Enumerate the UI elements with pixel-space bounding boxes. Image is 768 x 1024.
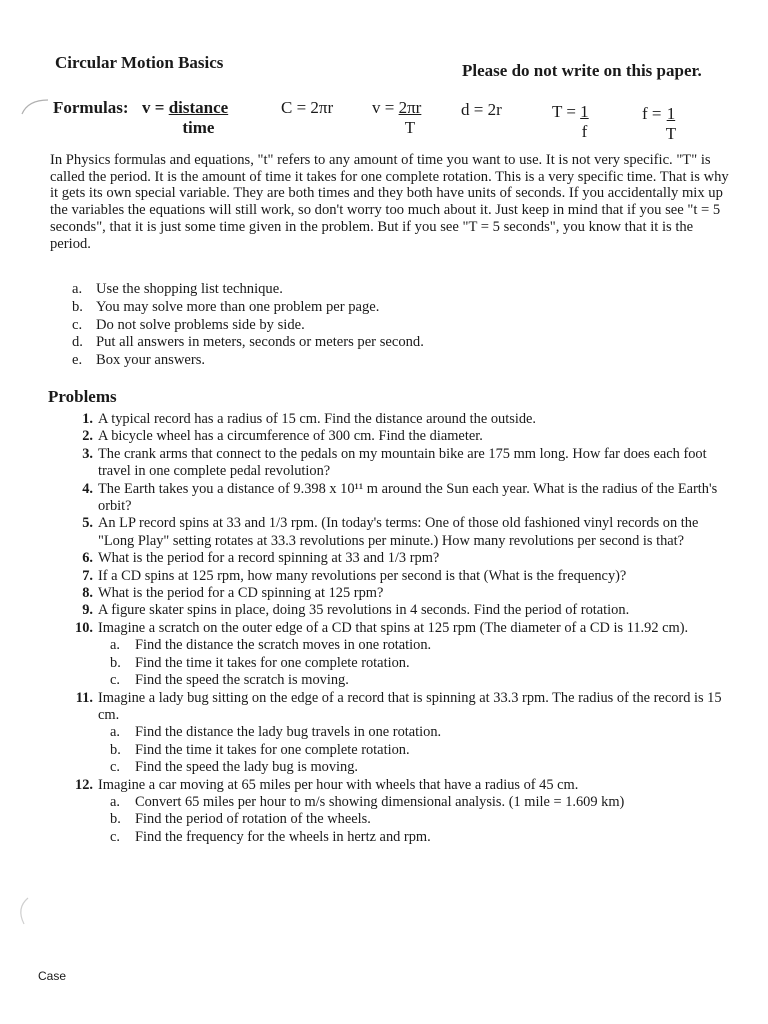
formula-period-denominator: f bbox=[581, 122, 588, 141]
problem-item bbox=[66, 411, 734, 428]
problem-text: The Earth takes you a distance of 9.398 x 10¹¹ m around the Sun each year. What is the radius of the Earth's orbit? bbox=[98, 480, 718, 515]
formula-period-lhs: T = bbox=[552, 102, 576, 121]
formula-speed-numerator: distance bbox=[168, 98, 229, 117]
subproblem-letter: b. bbox=[110, 741, 121, 758]
problem-item bbox=[66, 568, 734, 585]
instruction-text: Put all answers in meters, seconds or meters per second. bbox=[96, 334, 424, 351]
instruction-letter: d. bbox=[72, 334, 83, 351]
subproblem-item bbox=[66, 759, 734, 776]
subproblem-text: Find the period of rotation of the wheels. bbox=[135, 811, 371, 828]
problem-number: 1. bbox=[82, 411, 93, 427]
problem-number: 10. bbox=[75, 619, 93, 636]
subproblem-letter: b. bbox=[110, 654, 121, 671]
problem-item bbox=[66, 602, 734, 619]
formula-speed-period-numerator: 2πr bbox=[398, 98, 422, 117]
instruction-letter: c. bbox=[72, 316, 83, 333]
instruction-text: Do not solve problems side by side. bbox=[96, 316, 305, 333]
problem-number: 3. bbox=[82, 445, 93, 462]
formula-speed-denominator: time bbox=[182, 118, 215, 137]
subproblem-item bbox=[66, 672, 734, 689]
instruction-letter: e. bbox=[72, 352, 83, 369]
problem-text: What is the period for a record spinning at 33 and 1/3 rpm? bbox=[98, 550, 440, 567]
problem-number: 11. bbox=[75, 689, 93, 706]
instruction-letter: a. bbox=[72, 281, 83, 297]
problem-text: A typical record has a radius of 15 cm. Find the distance around the outside. bbox=[98, 411, 537, 427]
formula-frequency bbox=[642, 104, 676, 144]
intro-paragraph: In Physics formulas and equations, "t" refers to any amount of time you want to use. It is not very specific. "T" is called the period. It is the amount of time it takes for one complete rotation. This is a very specific time. That is why it gets its own special variable. They are both times and they both have units of seconds. If you accidentally mix up the variables the equations will still work, so don't worry too much about it. Just keep in mind that if you see "t = 5 seconds", that it is just some time given in the problem. But if you see "T = 5 seconds", you know that it is the period. bbox=[50, 152, 729, 252]
formula-circumference: C = 2πr bbox=[281, 98, 334, 117]
problem-item bbox=[66, 690, 734, 725]
problem-text: An LP record spins at 33 and 1/3 rpm. (In today's terms: One of those old fashioned vinyl records on the "Long Play" setting rotates at 33.3 revolutions per minute.) How many revolutions per second is that? bbox=[98, 515, 699, 549]
instruction-item bbox=[72, 317, 424, 335]
problems-list bbox=[66, 411, 734, 846]
footer-label: Case bbox=[38, 969, 67, 983]
instruction-text: Box your answers. bbox=[96, 352, 206, 369]
problem-text: Imagine a lady bug sitting on the edge of a record that is spinning at 33.3 rpm. The radius of the record is 15 cm. bbox=[98, 689, 722, 723]
hole-punch-mark-bottom bbox=[12, 894, 42, 930]
subproblem-item bbox=[66, 829, 734, 846]
instruction-text: Use the shopping list technique. bbox=[96, 281, 283, 297]
subproblem-item bbox=[66, 811, 734, 828]
formula-speed-lhs: v = bbox=[142, 98, 165, 117]
formula-speed-period-denominator: T bbox=[404, 118, 416, 137]
problem-text: The crank arms that connect to the pedals on my mountain bike are 175 mm long. How far does each foot travel in one complete pedal revolution? bbox=[98, 445, 707, 480]
formula-speed-period bbox=[372, 98, 421, 138]
problem-item bbox=[66, 481, 734, 516]
formula-frequency-lhs: f = bbox=[642, 104, 662, 123]
problem-text: What is the period for a CD spinning at 125 rpm? bbox=[98, 585, 384, 602]
problem-text: Imagine a car moving at 65 miles per hour with wheels that have a radius of 45 cm. bbox=[98, 776, 579, 793]
problem-item bbox=[66, 620, 734, 637]
subproblem-letter: a. bbox=[110, 724, 120, 741]
instructions-list bbox=[72, 281, 424, 370]
subproblem-item bbox=[66, 742, 734, 759]
formula-speed-fraction bbox=[169, 98, 229, 138]
subproblem-letter: b. bbox=[110, 811, 121, 828]
instruction-item bbox=[72, 281, 424, 299]
subproblem-item bbox=[66, 724, 734, 741]
problem-item bbox=[66, 515, 734, 550]
formulas-label: Formulas: bbox=[53, 98, 129, 117]
subproblem-letter: c. bbox=[110, 759, 120, 776]
problem-item bbox=[66, 446, 734, 481]
problem-item bbox=[66, 777, 734, 794]
problem-number: 4. bbox=[82, 480, 93, 497]
subproblem-item bbox=[66, 655, 734, 672]
problem-item bbox=[66, 550, 734, 567]
formula-speed-period-lhs: v = bbox=[372, 98, 395, 117]
subproblem-letter: c. bbox=[110, 828, 120, 845]
formula-speed bbox=[142, 98, 228, 138]
formula-frequency-fraction bbox=[666, 104, 676, 144]
subproblem-letter: a. bbox=[110, 793, 120, 810]
formula-period bbox=[552, 102, 589, 142]
problem-number: 2. bbox=[82, 428, 93, 445]
subproblem-letter: a. bbox=[110, 637, 120, 654]
problem-text: A figure skater spins in place, doing 35 revolutions in 4 seconds. Find the period of rotation. bbox=[98, 602, 630, 619]
formula-speed-period-fraction bbox=[399, 98, 422, 138]
subproblem-item bbox=[66, 794, 734, 811]
problem-number: 8. bbox=[82, 585, 93, 602]
formula-period-numerator: 1 bbox=[580, 102, 589, 121]
no-writing-notice: Please do not write on this paper. bbox=[462, 61, 702, 80]
problem-text: Imagine a scratch on the outer edge of a CD that spins at 125 rpm (The diameter of a CD is 11.92 cm). bbox=[98, 619, 689, 636]
problem-number: 7. bbox=[82, 567, 93, 584]
instruction-item bbox=[72, 299, 424, 317]
page-title: Circular Motion Basics bbox=[55, 53, 224, 72]
formula-frequency-numerator: 1 bbox=[666, 104, 676, 123]
hole-punch-mark-top bbox=[14, 92, 54, 132]
problem-number: 12. bbox=[75, 776, 93, 793]
subproblem-letter: c. bbox=[110, 672, 120, 689]
subproblem-text: Find the distance the lady bug travels in one rotation. bbox=[135, 724, 442, 741]
instruction-text: You may solve more than one problem per page. bbox=[96, 298, 380, 315]
subproblem-text: Find the speed the lady bug is moving. bbox=[135, 759, 359, 776]
problem-text: A bicycle wheel has a circumference of 300 cm. Find the diameter. bbox=[98, 428, 483, 445]
subproblem-text: Find the time it takes for one complete rotation. bbox=[135, 741, 410, 758]
instruction-letter: b. bbox=[72, 298, 83, 315]
problem-number: 5. bbox=[82, 515, 93, 532]
formula-frequency-denominator: T bbox=[665, 124, 677, 143]
subproblem-text: Find the time it takes for one complete rotation. bbox=[135, 654, 410, 671]
problem-item bbox=[66, 585, 734, 602]
formula-diameter: d = 2r bbox=[461, 100, 502, 119]
formula-period-fraction bbox=[580, 102, 589, 142]
instruction-item bbox=[72, 334, 424, 352]
subproblem-text: Find the distance the scratch moves in one rotation. bbox=[135, 637, 432, 654]
subproblem-text: Convert 65 miles per hour to m/s showing dimensional analysis. (1 mile = 1.609 km) bbox=[135, 793, 625, 810]
problem-text: If a CD spins at 125 rpm, how many revolutions per second is that (What is the frequency)? bbox=[98, 567, 627, 584]
problems-heading: Problems bbox=[48, 387, 117, 406]
problem-number: 9. bbox=[82, 602, 93, 619]
subproblem-text: Find the speed the scratch is moving. bbox=[135, 672, 349, 689]
instruction-item bbox=[72, 352, 424, 370]
subproblem-text: Find the frequency for the wheels in hertz and rpm. bbox=[135, 828, 431, 845]
problem-number: 6. bbox=[82, 550, 93, 567]
subproblem-item bbox=[66, 637, 734, 654]
problem-item bbox=[66, 428, 734, 445]
